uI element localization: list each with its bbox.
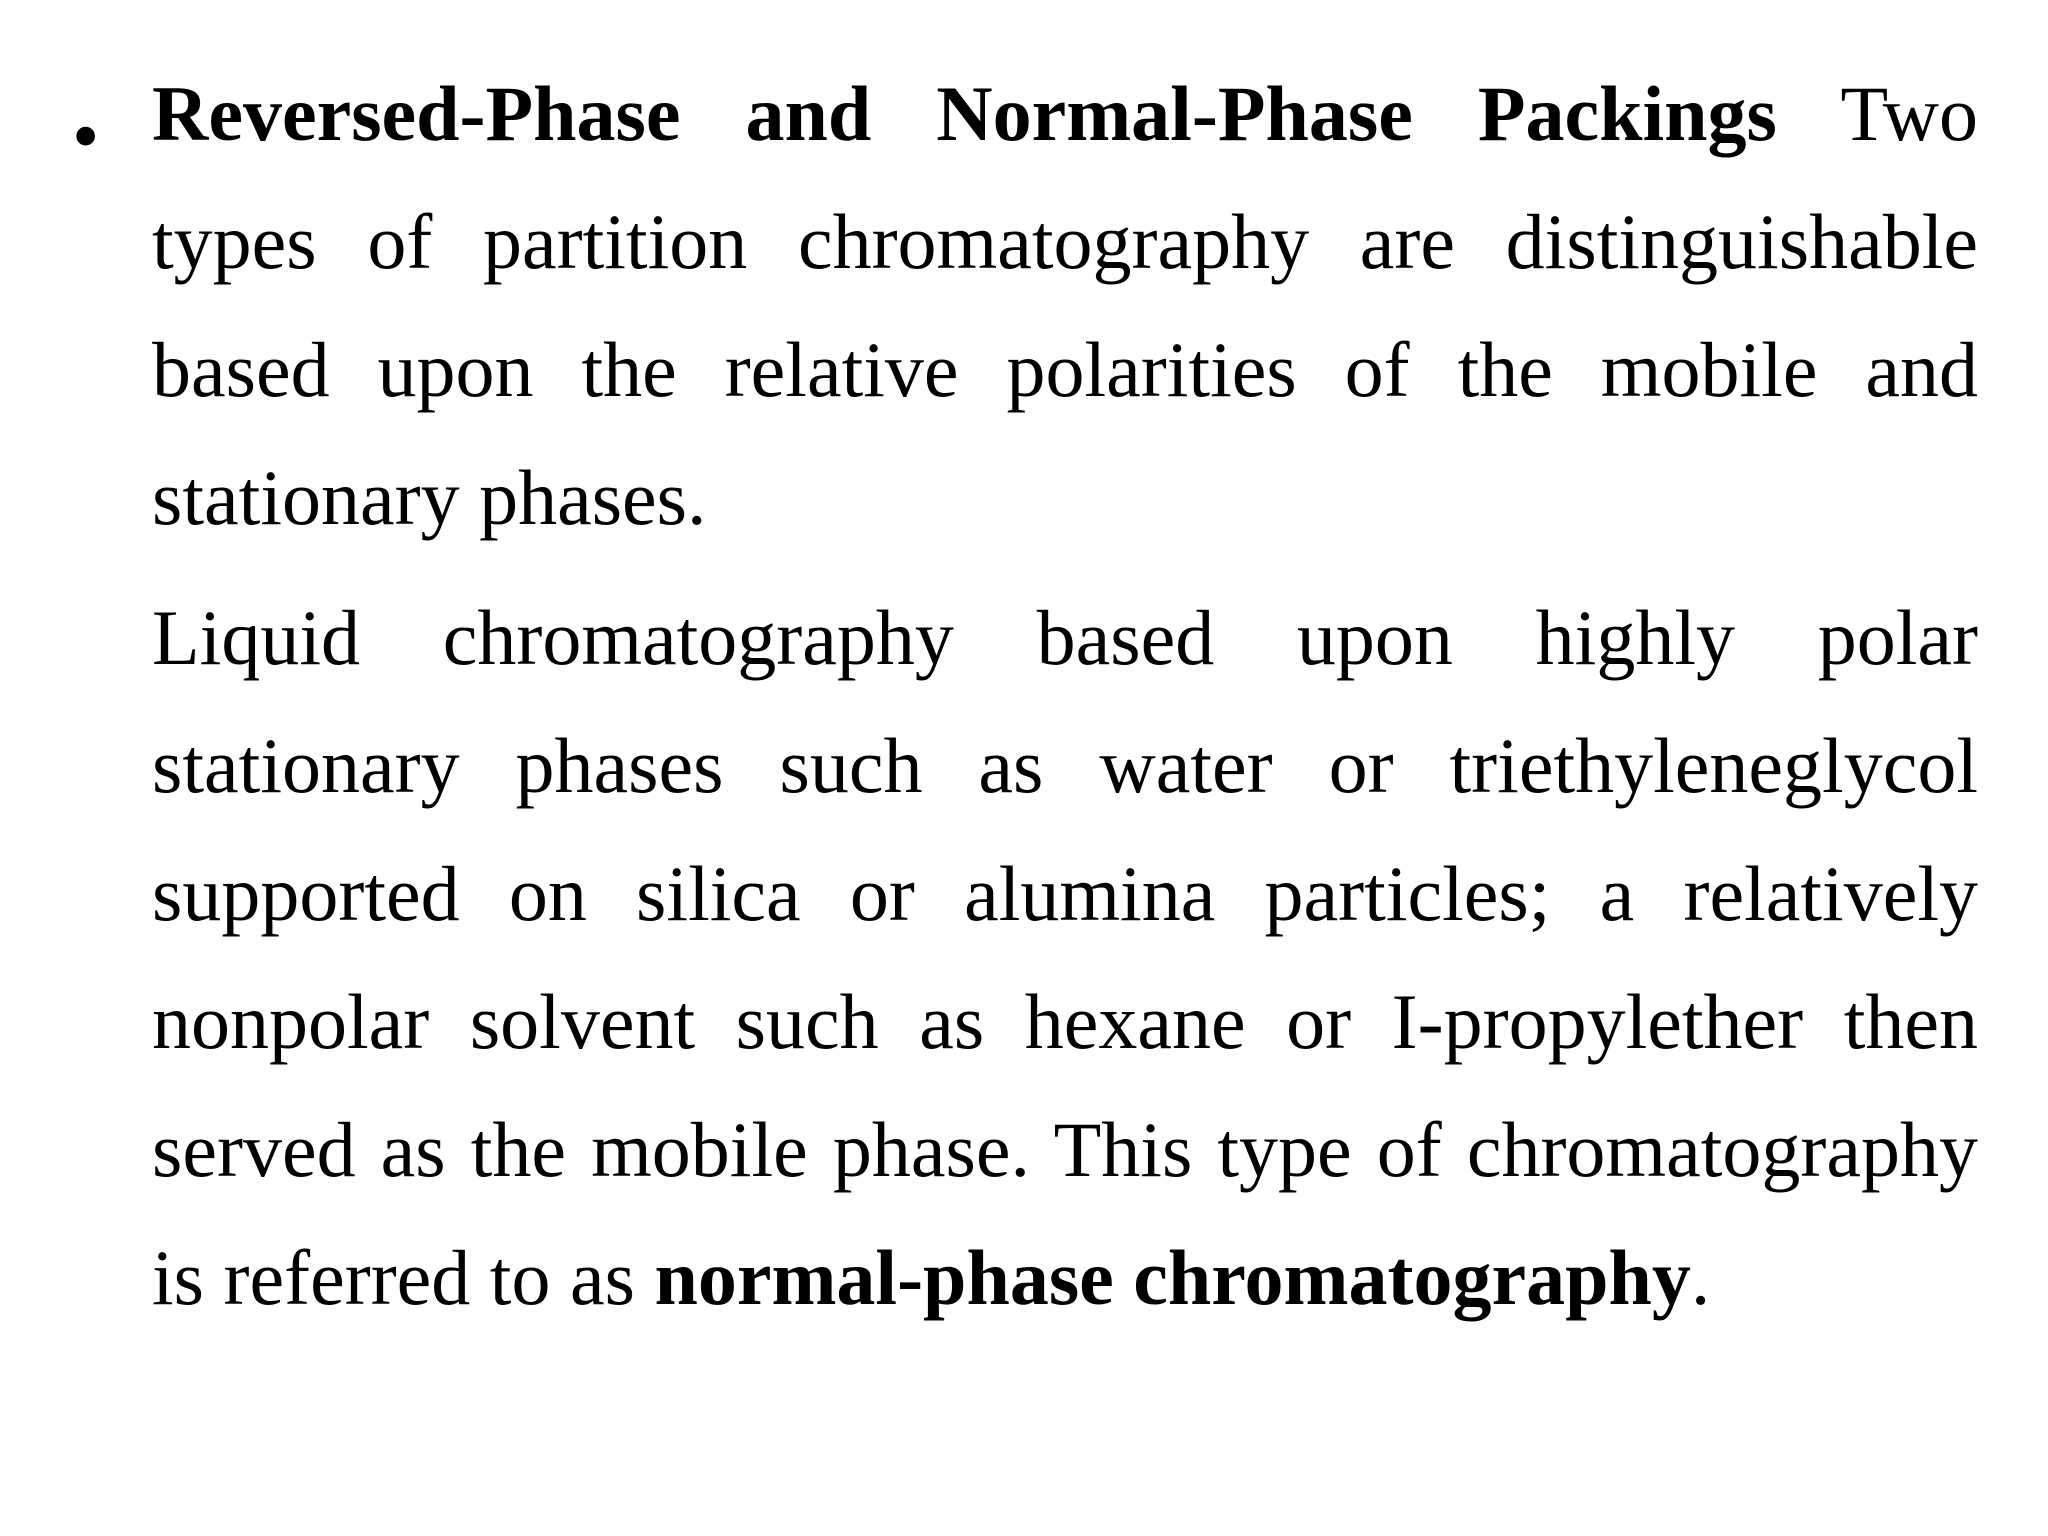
section-heading: Reversed-Phase and Normal-Phase Packings: [152, 70, 1777, 157]
paragraph-end: .: [1690, 1234, 1711, 1321]
normal-phase-term: normal-phase chromatography: [654, 1234, 1691, 1321]
paragraph-intro: [152, 50, 1978, 562]
normal-phase-text: Liquid chromatography based upon highly polar stationary phases such as water or triethyleneglycol supported on silica or alumina particles; a relatively nonpolar solvent such as hexane or I-propylether then served as the mobile phase. This type of chromatography is referred to as: [152, 594, 1978, 1321]
paragraph-normal-phase: [152, 574, 1978, 1342]
intro-text: Two types of partition chromatography are distinguishable based upon the relative polarities of the mobile and stationary phases.: [152, 70, 1978, 541]
slide-content: [152, 50, 1978, 1342]
bullet-marker: •: [72, 92, 100, 179]
